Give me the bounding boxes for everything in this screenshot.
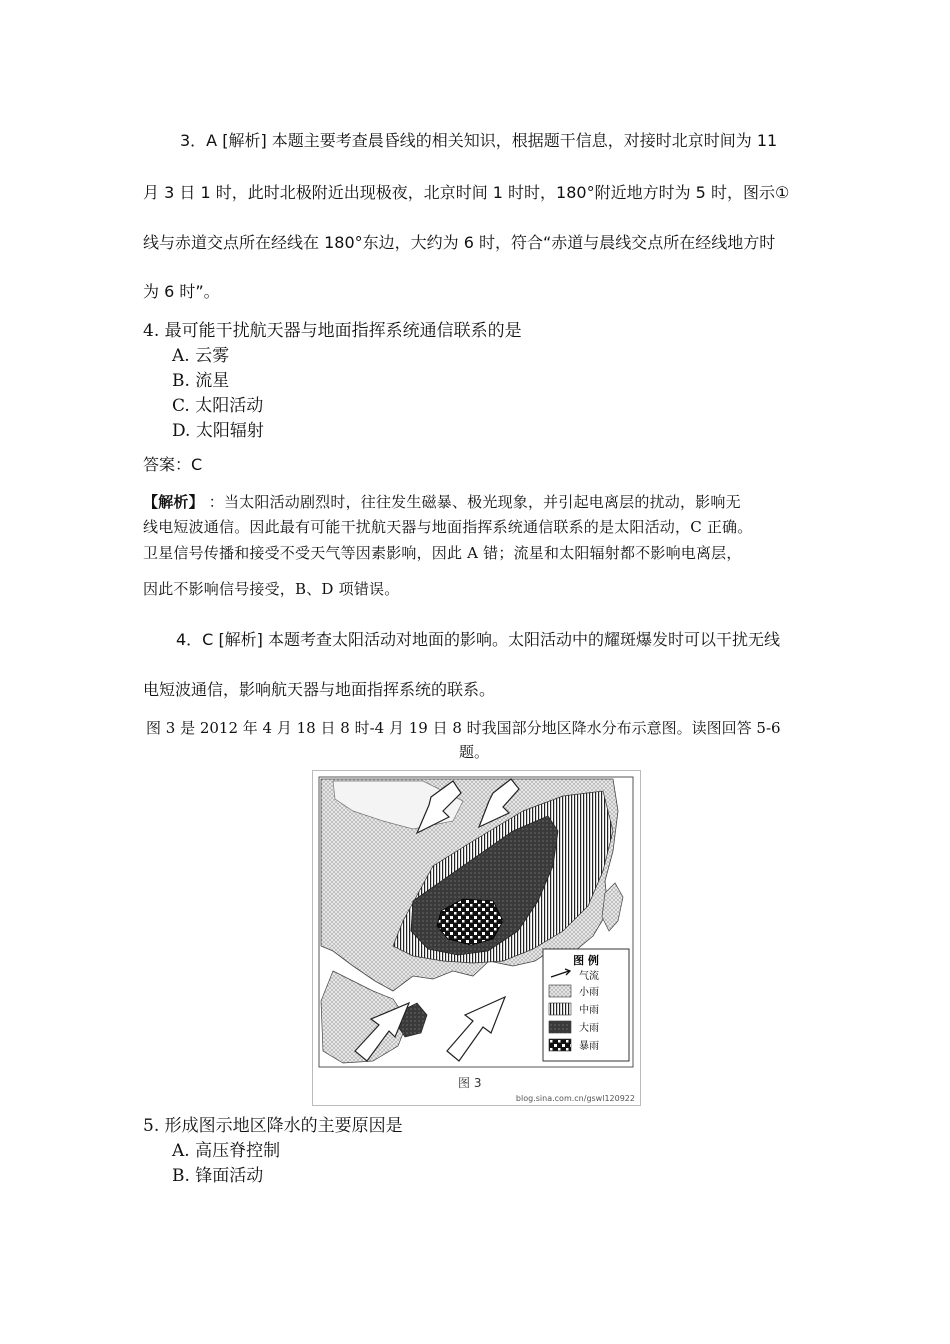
- question-4-answer: 答案：C: [143, 455, 203, 474]
- question-5-option-a: A. 高压脊控制: [172, 1141, 281, 1161]
- legend-label-moderate: 中雨: [579, 1005, 599, 1016]
- legend-title: 图 例: [573, 954, 599, 967]
- legend-swatch-storm: [549, 1039, 571, 1051]
- explanation-3-line-1: 3．A [解析] 本题主要考查晨昏线的相关知识，根据题干信息，对接时北京时间为 11: [180, 131, 778, 150]
- analysis-label: 【解析】: [143, 493, 204, 511]
- figure-watermark: blog.sina.com.cn/gswl120922: [515, 1094, 635, 1103]
- legend-swatch-moderate: [549, 1003, 571, 1015]
- explanation-4-line-1: 4．C [解析] 本题考查太阳活动对地面的影响。太阳活动中的耀斑爆发时可以干扰无线: [176, 630, 781, 649]
- precipitation-map-figure: [312, 770, 641, 1106]
- question-4-analysis-line-4: 因此不影响信号接受，B、D 项错误。: [143, 580, 400, 598]
- question-4-analysis-line-2: 线电短波通信。因此最有可能干扰航天器与地面指挥系统通信联系的是太阳活动，C 正确。: [143, 518, 753, 536]
- explanation-3-line-4: 为 6 时”。: [143, 282, 220, 301]
- figure-caption: 图 3: [458, 1076, 482, 1090]
- question-4-option-a: A. 云雾: [172, 346, 230, 366]
- legend-label-storm: 暴雨: [579, 1041, 599, 1052]
- question-4-stem: 4. 最可能干扰航天器与地面指挥系统通信联系的是: [143, 321, 522, 341]
- question-4-option-c: C. 太阳活动: [172, 396, 264, 416]
- legend-label-light: 小雨: [579, 987, 599, 998]
- question-5-stem: 5. 形成图示地区降水的主要原因是: [143, 1116, 403, 1136]
- legend-swatch-light: [549, 985, 571, 997]
- map-legend: [543, 949, 629, 1061]
- question-4-analysis-line-1: [143, 491, 741, 512]
- figure-intro-line-2: 题。: [459, 743, 490, 761]
- figure-intro-line-1: 图 3 是 2012 年 4 月 18 日 8 时-4 月 19 日 8 时我国部分地区降水分布示意图。读图回答 5-6: [146, 719, 781, 737]
- question-5-option-b: B. 锋面活动: [172, 1166, 264, 1186]
- question-4-option-b: B. 流星: [172, 371, 230, 391]
- analysis-text: ：当太阳活动剧烈时，往往发生磁暴、极光现象，并引起电离层的扰动，影响无: [208, 493, 741, 511]
- explanation-4-line-2: 电短波通信，影响航天器与地面指挥系统的联系。: [143, 680, 496, 699]
- precipitation-map: [313, 771, 640, 1105]
- question-4-analysis-line-3: 卫星信号传播和接受不受天气等因素影响，因此 A 错；流星和太阳辐射都不影响电离层，: [143, 544, 742, 562]
- legend-label-heavy: 大雨: [579, 1023, 599, 1034]
- legend-swatch-heavy: [549, 1021, 571, 1033]
- explanation-3-line-3: 线与赤道交点所在经线在 180°东边，大约为 6 时，符合“赤道与晨线交点所在经线地方时: [143, 233, 776, 252]
- question-4-option-d: D. 太阳辐射: [172, 421, 264, 441]
- explanation-3-line-2: 月 3 日 1 时，此时北极附近出现极夜，北京时间 1 时时，180°附近地方时为 5 时，图示①: [143, 183, 790, 202]
- legend-label-airflow: 气流: [579, 971, 599, 982]
